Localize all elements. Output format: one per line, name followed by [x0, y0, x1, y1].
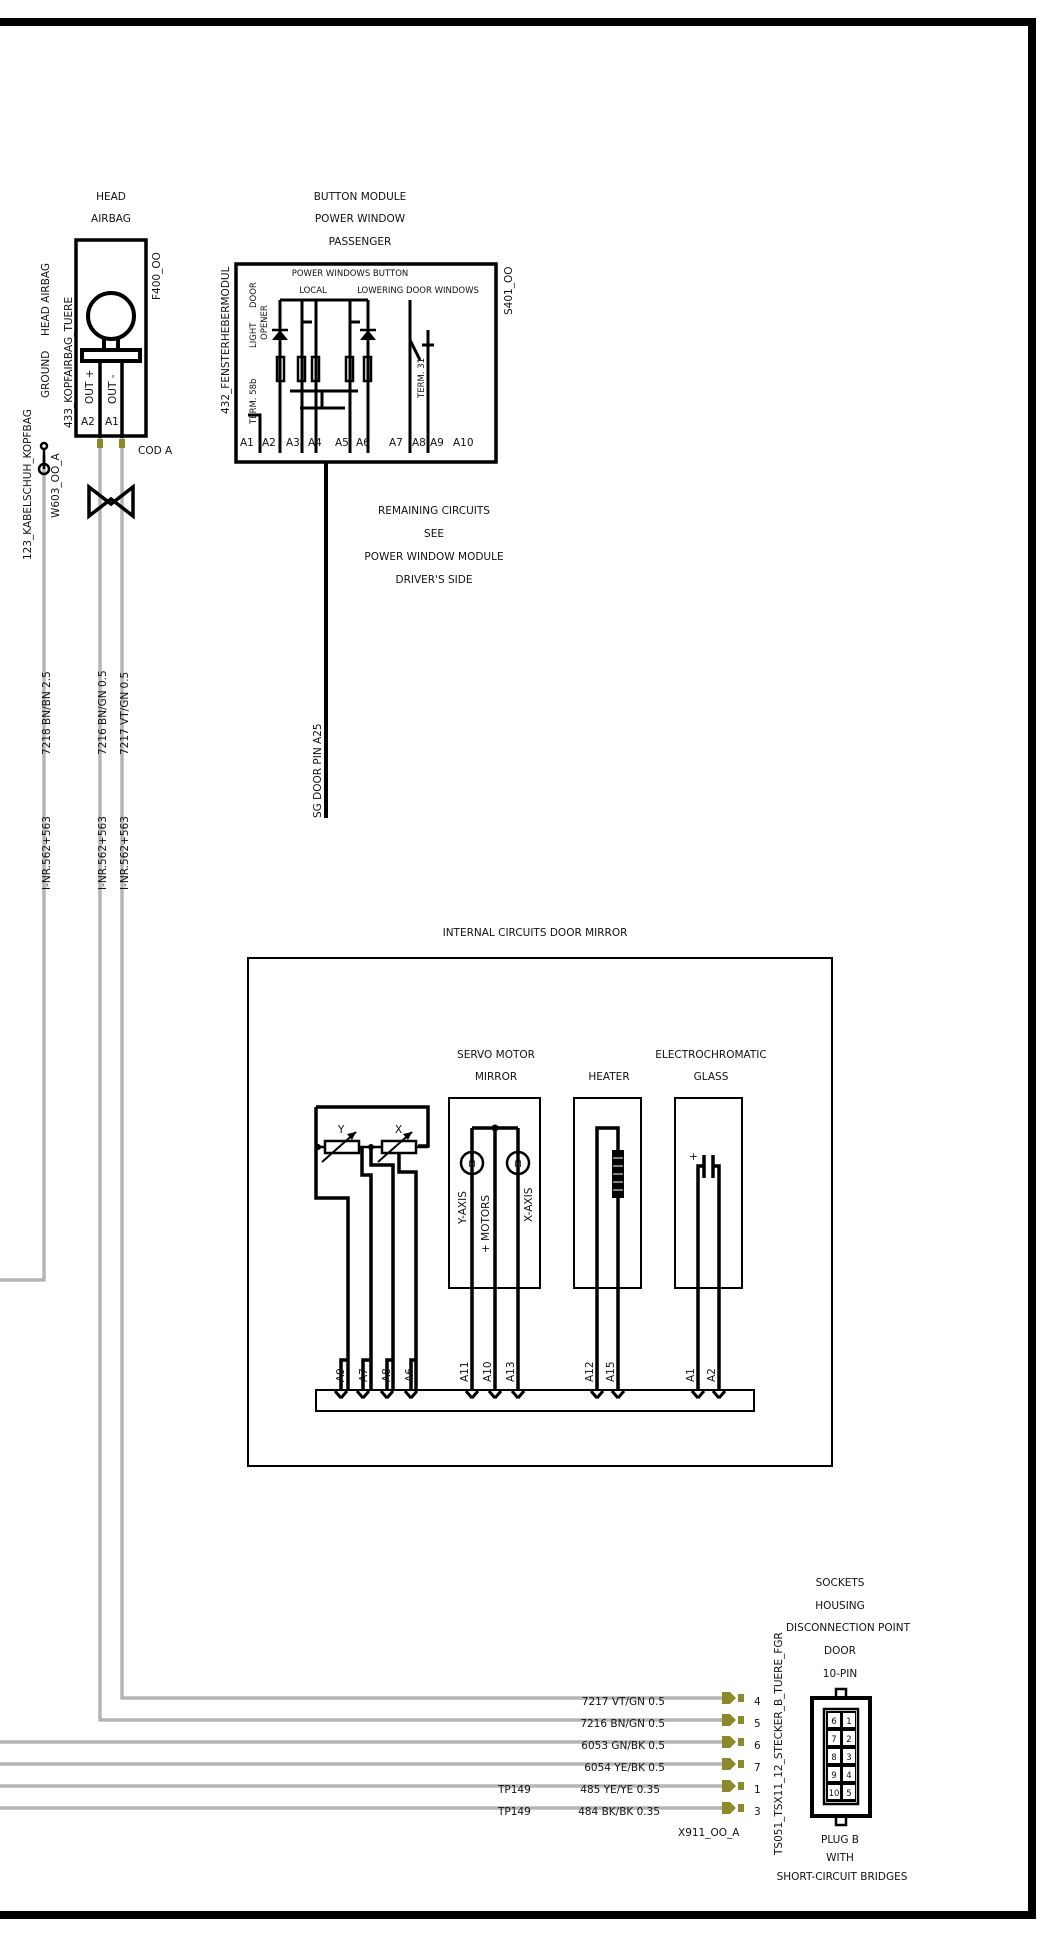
button-module-vertical: 432_FENSTERHEBERMODUL	[220, 266, 232, 414]
button-module-title-3: PASSENGER	[328, 236, 392, 248]
connector-cell-8: 8	[831, 1753, 837, 1763]
plug-label-1: PLUG B	[820, 1834, 860, 1846]
airbag-title-2: AIRBAG	[91, 213, 131, 225]
led-right-icon	[360, 330, 376, 340]
plug-label-2: WITH	[826, 1852, 854, 1864]
connector-cell-2: 2	[846, 1735, 852, 1745]
airbag-pin-a2: A2	[81, 416, 95, 428]
bottom-wire-pin-1: 4	[754, 1696, 761, 1708]
connector-vertical: TS051_TSX11_12_STECKER_B_TUERE_FGR	[773, 1632, 785, 1855]
connector-title-2: HOUSING	[815, 1600, 865, 1612]
button-module-pin-a6: A6	[356, 437, 370, 449]
mirror-title: INTERNAL CIRCUITS DOOR MIRROR	[442, 927, 628, 939]
mirror-pin-a7: A7	[358, 1368, 370, 1382]
position-sensors	[315, 1107, 428, 1390]
button-module-light-3: OPENER	[260, 305, 270, 340]
connector-title-3: DISCONNECTION POINT	[785, 1622, 911, 1634]
connector-cell-1: 1	[846, 1717, 852, 1727]
door-connector	[773, 1577, 911, 1883]
vertical-wire-labels	[41, 670, 131, 890]
button-module-light-2: DOOR	[249, 282, 259, 308]
bottom-wire-label-3: 6053 GN/BK 0.5	[581, 1740, 665, 1752]
mirror-pin-a11: A11	[459, 1361, 471, 1382]
airbag-vertical-ground: GROUND	[40, 350, 52, 398]
wire-inr-1: I-NR.562+563	[41, 816, 53, 890]
bottom-wire-pin-5: 1	[754, 1784, 761, 1796]
mirror-pin-a2: A2	[706, 1368, 718, 1382]
button-module-light-1: LIGHT	[249, 322, 259, 348]
mirror-pin-a15: A15	[605, 1361, 617, 1382]
button-module-header: POWER WINDOWS BUTTON	[291, 269, 409, 279]
connector-cell-10: 10	[828, 1789, 840, 1799]
connector-cell-9: 9	[831, 1771, 837, 1781]
servo-title-1: SERVO MOTOR	[457, 1049, 535, 1061]
button-module-pin-a3: A3	[286, 437, 300, 449]
mirror-pin-a6: A6	[404, 1368, 416, 1382]
connector-title-5: 10-PIN	[822, 1668, 858, 1680]
button-module-pin-a10: A10	[453, 437, 474, 449]
connector-cell-4: 4	[846, 1771, 852, 1781]
sensor-x-label: X	[395, 1124, 403, 1136]
airbag-id: F400_OO	[151, 252, 163, 300]
sensor-y-label: Y	[338, 1124, 345, 1136]
button-module-term-58b: TERM. 58b	[249, 378, 259, 424]
wire-7217-label: 7217 VT/GN 0.5	[119, 671, 131, 755]
terminal-a2	[97, 439, 103, 448]
airbag-out-minus: OUT -	[107, 374, 119, 404]
led-left-icon	[272, 330, 288, 340]
x911-label: X911_OO_A	[678, 1827, 740, 1839]
bottom-wire-tp-5: TP149	[498, 1784, 531, 1796]
bottom-wire-label-6: 484 BK/BK 0.35	[578, 1806, 660, 1818]
button-module-pin-a2: A2	[262, 437, 276, 449]
y-axis-label: Y-AXIS	[457, 1191, 469, 1224]
bottom-wire-labels	[497, 1696, 665, 1818]
airbag-vertical-head-airbag: HEAD AIRBAG	[40, 262, 52, 336]
button-module-pin-a4: A4	[308, 437, 322, 449]
button-module-term-31: TERM. 31	[417, 357, 427, 398]
heater	[574, 1098, 641, 1390]
bottom-wire-tp-6: TP149	[498, 1806, 531, 1818]
button-module-pin-a5: A5	[335, 437, 349, 449]
connector-cell-6: 6	[831, 1717, 837, 1727]
remaining-line-2: SEE	[424, 528, 444, 540]
airbag-out-plus: OUT +	[84, 369, 96, 404]
wire-inr-3: I-NR.562+563	[119, 816, 131, 890]
connector-cell-5: 5	[846, 1789, 852, 1799]
connector-bowtie-icon	[89, 487, 133, 516]
terminal-a1	[119, 439, 125, 448]
airbag-title-1: HEAD	[96, 191, 126, 203]
sg-door-pin-label: SG DOOR PIN A25	[312, 723, 324, 818]
remaining-line-3: POWER WINDOW MODULE	[364, 551, 504, 563]
button-module-id: S401_OO	[503, 266, 515, 315]
motor-x-m: M	[514, 1160, 522, 1170]
mirror-pin-a12: A12	[584, 1361, 596, 1382]
bottom-wire-label-1: 7217 VT/GN 0.5	[581, 1696, 665, 1708]
heater-title: HEATER	[588, 1071, 630, 1083]
airbag-pin-a1: A1	[105, 416, 119, 428]
button-module-pin-a9: A9	[430, 437, 444, 449]
remaining-circuits-note	[364, 505, 503, 586]
button-module-title-2: POWER WINDOW	[314, 213, 406, 225]
bottom-wire-pin-4: 7	[754, 1762, 761, 1774]
mirror-pin-a8: A8	[381, 1368, 393, 1382]
button-module-pin-a1: A1	[240, 437, 254, 449]
button-module-local: LOCAL	[299, 286, 327, 296]
button-module-lowering: LOWERING DOOR WINDOWS	[357, 286, 479, 296]
electro-box	[675, 1098, 742, 1288]
electro-title-1: ELECTROCHROMATIC	[655, 1049, 767, 1061]
bottom-wire-label-4: 6054 YE/BK 0.5	[584, 1762, 665, 1774]
mirror-pin-a1: A1	[685, 1368, 697, 1382]
remaining-line-4: DRIVER'S SIDE	[395, 574, 473, 586]
ground-point	[22, 409, 62, 560]
mirror-pin-a10: A10	[482, 1361, 494, 1382]
wire-inr-2: I-NR.562+563	[97, 816, 109, 890]
button-module-pin-a8: A8	[412, 437, 426, 449]
button-module-pin-a7: A7	[389, 437, 403, 449]
airbag-cod: COD A	[138, 445, 173, 457]
connector-title-4: DOOR	[824, 1645, 856, 1657]
ground-point-label: W603_OO_A	[50, 453, 62, 518]
bottom-wire-pin-6: 3	[754, 1806, 761, 1818]
wire-7218-label: 7218 BN/BN 2.5	[41, 671, 53, 755]
motors-label: + MOTORS	[480, 1194, 492, 1253]
connector-cell-3: 3	[846, 1753, 852, 1763]
electrochromatic-glass	[675, 1098, 742, 1390]
connector-title-1: SOCKETS	[815, 1577, 865, 1589]
ground-cable-label: 123_KABELSCHUH_KOPFBAG	[22, 409, 34, 560]
electro-title-2: GLASS	[693, 1071, 729, 1083]
servo-title-2: MIRROR	[474, 1071, 518, 1083]
door-mirror	[248, 927, 832, 1466]
electro-plus: +	[689, 1151, 698, 1163]
x-axis-label: X-AXIS	[523, 1187, 535, 1222]
bottom-wire-terminals	[722, 1692, 744, 1814]
bottom-wire-pin-2: 5	[754, 1718, 761, 1730]
bottom-wire-pins	[754, 1696, 761, 1818]
remaining-line-1: REMAINING CIRCUITS	[378, 505, 490, 517]
potentiometer-y	[325, 1141, 359, 1153]
airbag-vertical-part: 433_KOPFAIRBAG_TUERE	[63, 296, 75, 428]
plug-label-3: SHORT-CIRCUIT BRIDGES	[776, 1871, 908, 1883]
bottom-wire-label-2: 7216 BN/GN 0.5	[580, 1718, 665, 1730]
bottom-wire-label-5: 485 YE/YE 0.35	[580, 1784, 660, 1796]
connector-grid	[824, 1709, 858, 1804]
mirror-connector-pins	[335, 1391, 725, 1398]
button-module-title-1: BUTTON MODULE	[313, 191, 407, 203]
connector-cell-7: 7	[831, 1735, 837, 1745]
mirror-pin-a9: A9	[335, 1368, 347, 1382]
servo-motors	[449, 1098, 540, 1390]
bottom-wire-pin-3: 6	[754, 1740, 761, 1752]
button-module-circuit	[248, 300, 434, 453]
airbag-bulb-icon	[88, 293, 134, 339]
motor-y-m: M	[468, 1160, 476, 1170]
wire-7216-label: 7216 BN/GN 0.5	[97, 670, 109, 755]
wire-runs	[0, 438, 722, 1808]
mirror-pin-a13: A13	[505, 1361, 517, 1382]
